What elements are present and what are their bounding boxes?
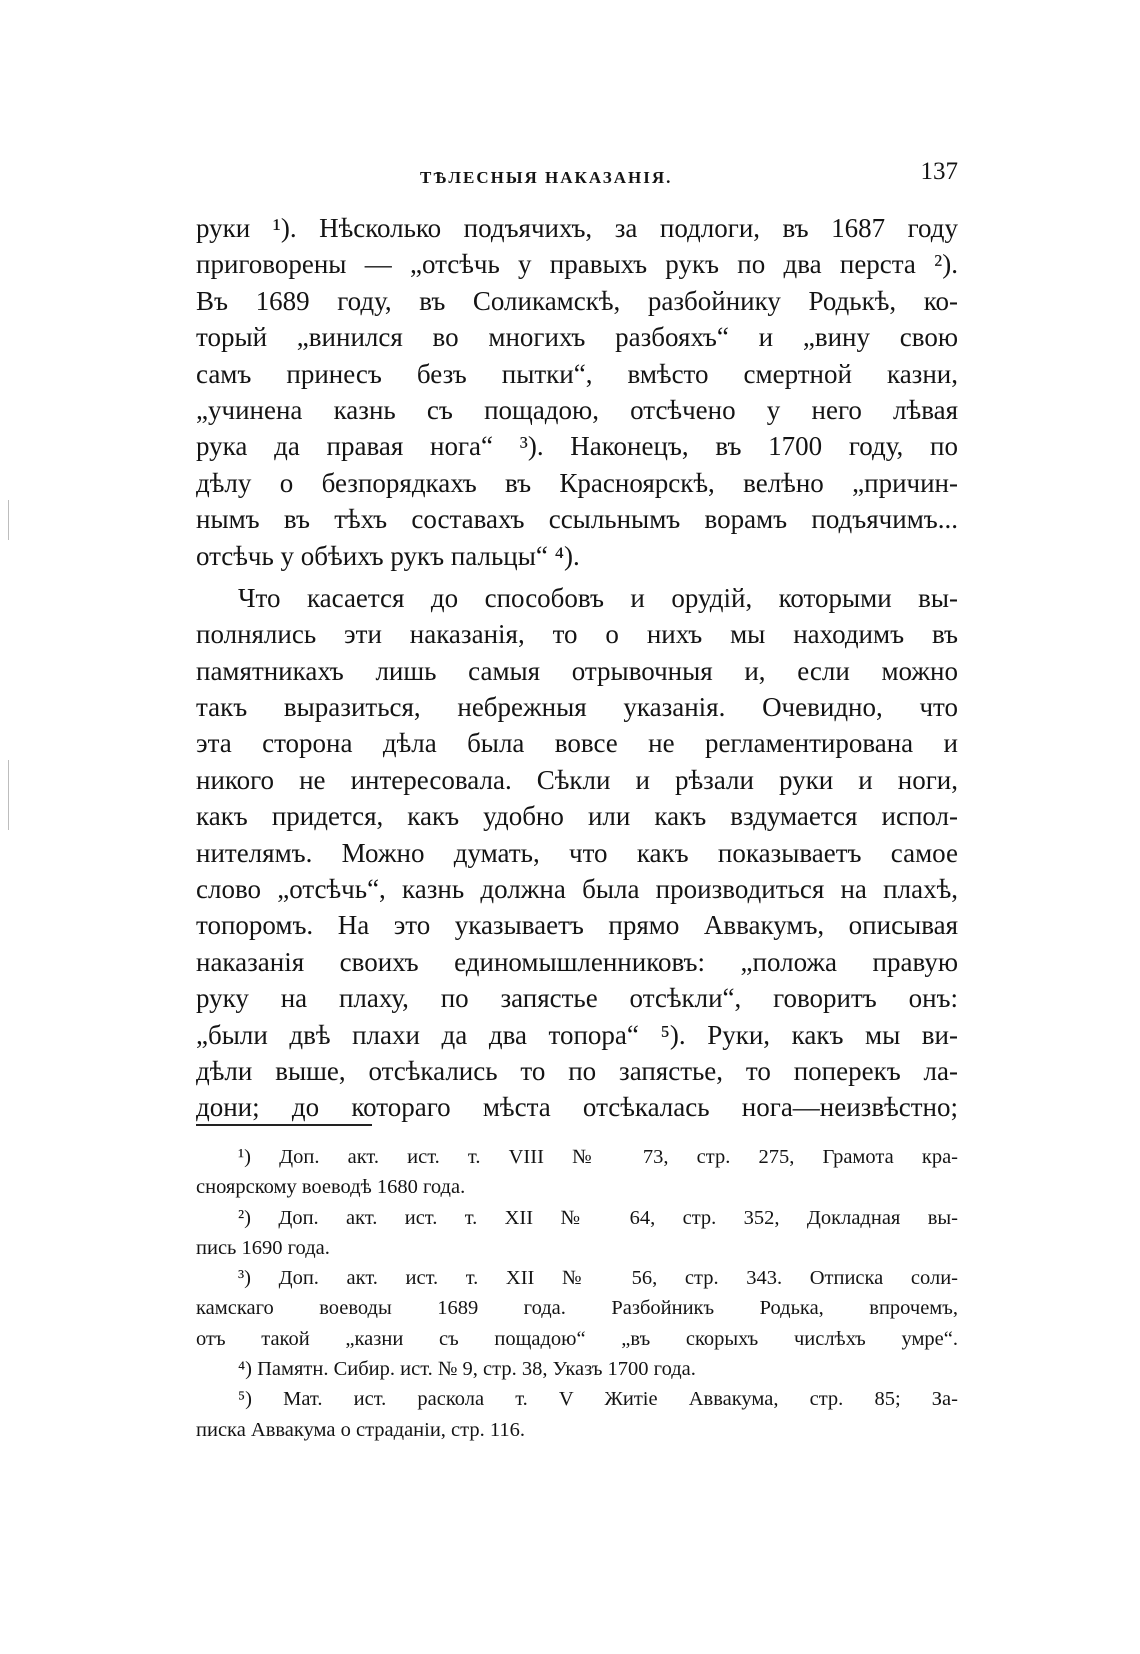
text-line: нителямъ. Можно думать, что какъ показываетъ самое bbox=[196, 837, 958, 868]
text-line: полнялись эти наказанія, то о нихъ мы находимъ въ bbox=[196, 619, 958, 650]
text-line: Въ 1689 году, въ Соликамскѣ, разбойнику Родькѣ, ко- bbox=[196, 285, 958, 316]
footnote-line: ²) Доп. акт. ист. т. XII № 64, стр. 352, Докладная вы- bbox=[238, 1206, 958, 1229]
text-line: слово „отсѣчь“, казнь должна была производиться на плахѣ, bbox=[196, 874, 958, 905]
text-line: никого не интересовала. Сѣкли и рѣзали руки и ноги, bbox=[196, 764, 958, 795]
scan-margin-mark bbox=[8, 760, 9, 830]
text-line: рука да правая нога“ ³). Наконецъ, въ 1700 году, по bbox=[196, 431, 958, 462]
text-line: нымъ въ тѣхъ составахъ ссыльнымъ ворамъ подъячимъ... bbox=[196, 504, 958, 535]
text-line: Что касается до способовъ и орудій, которыми вы- bbox=[238, 582, 958, 613]
text-line: „учинена казнь съ пощадою, отсѣчено у него лѣвая bbox=[196, 394, 958, 425]
text-line: какъ придется, какъ удобно или какъ вздумается испол- bbox=[196, 801, 958, 832]
footnotes bbox=[196, 1142, 958, 1445]
body-text bbox=[196, 210, 958, 1126]
page-number: 137 bbox=[920, 158, 958, 185]
text-line: такъ выразиться, небрежныя указанія. Очевидно, что bbox=[196, 692, 958, 723]
text-line: дѣлу о безпорядкахъ въ Красноярскѣ, велѣно „причин- bbox=[196, 467, 958, 498]
footnote-line: отъ такой „казни съ пощадою“ „въ скорыхъ числѣхъ умре“. bbox=[196, 1327, 958, 1350]
footnote-separator bbox=[196, 1124, 372, 1126]
page-header bbox=[196, 158, 958, 194]
footnote-line: сноярскому воеводѣ 1680 года. bbox=[196, 1176, 466, 1199]
footnote-line: камскаго воеводы 1689 года. Разбойникъ Родька, впрочемъ, bbox=[196, 1297, 958, 1320]
text-line: торый „винился во многихъ разбояхъ“ и „вину свою bbox=[196, 322, 958, 353]
text-line: дони; до котораго мѣста отсѣкалась нога—неизвѣстно; bbox=[196, 1092, 958, 1123]
text-line: топоромъ. На это указываетъ прямо Аввакумъ, описывая bbox=[196, 910, 958, 941]
running-title: ТѢЛЕСНЫЯ НАКАЗАНІЯ. bbox=[420, 168, 673, 187]
text-line: отсѣчь у обѣихъ рукъ пальцы“ ⁴). bbox=[196, 540, 580, 571]
text-line: руки ¹). Нѣсколько подъячихъ, за подлоги, въ 1687 году bbox=[196, 213, 958, 243]
footnote-line: ¹) Доп. акт. ист. т. VIII № 73, стр. 275, Грамота кра- bbox=[238, 1146, 958, 1168]
footnote-line: ⁴) Памятн. Сибир. ист. № 9, стр. 38, Указъ 1700 года. bbox=[238, 1358, 696, 1381]
text-line: самъ принесъ безъ пытки“, вмѣсто смертной казни, bbox=[196, 358, 958, 389]
text-line: наказанія своихъ единомышленниковъ: „положа правую bbox=[196, 946, 958, 977]
text-line: „были двѣ плахи да два топора“ ⁵). Руки, какъ мы ви- bbox=[196, 1019, 958, 1050]
footnote-line: ⁵) Мат. ист. раскола т. V Житіе Аввакума, стр. 85; За- bbox=[238, 1388, 958, 1411]
footnote-line: ³) Доп. акт. ист. т. XII № 56, стр. 343. Отписка соли- bbox=[238, 1267, 958, 1290]
text-line: руку на плаху, по запястье отсѣкли“, говоритъ онъ: bbox=[196, 983, 958, 1014]
text-line: эта сторона дѣла была вовсе не регламентирована и bbox=[196, 728, 958, 759]
footnote-line: пись 1690 года. bbox=[196, 1236, 330, 1259]
footnote-line: писка Аввакума о страданіи, стр. 116. bbox=[196, 1418, 525, 1441]
scan-margin-mark bbox=[8, 500, 9, 540]
text-line: памятникахъ лишь самыя отрывочныя и, если можно bbox=[196, 655, 958, 686]
text-line: приговорены — „отсѣчь у правыхъ рукъ по два перста ²). bbox=[196, 249, 958, 280]
text-line: дѣли выше, отсѣкались то по запястье, то поперекъ ла- bbox=[196, 1055, 958, 1086]
